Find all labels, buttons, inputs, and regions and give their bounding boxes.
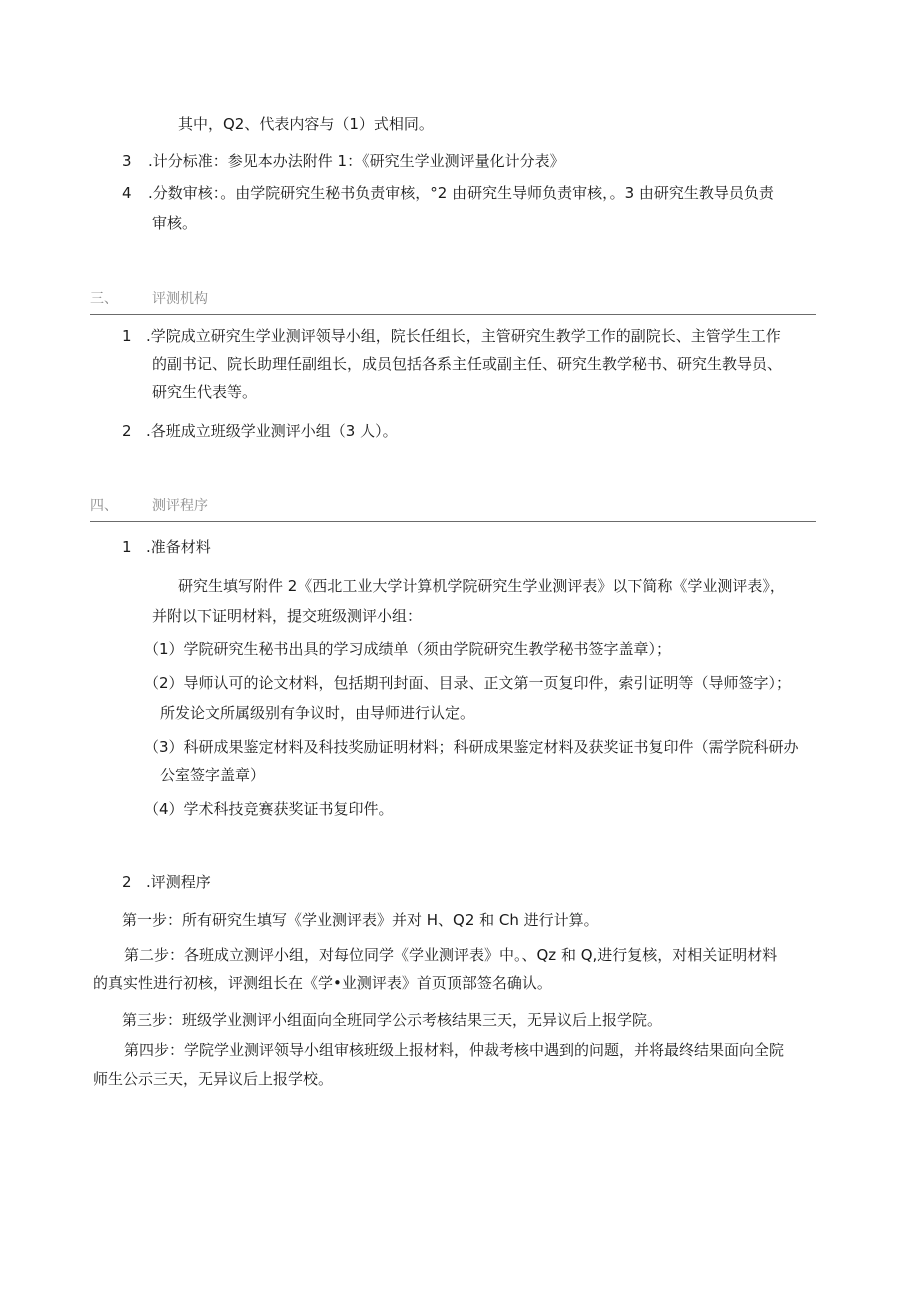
material-item-2: （2）导师认可的论文材料，包括期刊封面、目录、正文第一页复印件，索引证明等（导师签字）； xyxy=(144,674,792,692)
item-number: 2 xyxy=(122,422,132,440)
step-3: 第三步：班级学业测评小组面向全班同学公示考核结果三天，无异议后上报学院。 xyxy=(122,1011,663,1029)
section-title: 测评程序 xyxy=(152,498,208,514)
subsection-prepare-materials xyxy=(122,537,211,557)
subsection-title: .评测程序 xyxy=(146,873,211,891)
section-heading-organization xyxy=(90,288,816,315)
item-number: 2 xyxy=(122,873,132,891)
item-number: 1 xyxy=(122,538,132,556)
section-number: 四、 xyxy=(90,498,118,514)
item-text-continued: 的副书记、院长助理任副组长，成员包括各系主任或副主任、研究生教学秘书、研究生教导员、 xyxy=(152,355,783,373)
material-item-3: （3）科研成果鉴定材料及科技奖励证明材料；科研成果鉴定材料及获奖证书复印件（需学院科研办 xyxy=(144,738,799,756)
list-item-4 xyxy=(122,183,774,203)
item-number: 1 xyxy=(122,327,132,345)
step-4-continued: 师生公示三天，无异议后上报学校。 xyxy=(93,1070,334,1088)
subsection-title: .准备材料 xyxy=(146,538,211,556)
material-item-2-continued: 所发论文所属级别有争议时，由导师进行认定。 xyxy=(160,704,476,722)
paragraph-line: 研究生填写附件 2《西北工业大学计算机学院研究生学业测评表》以下简称《学业测评表》， xyxy=(178,577,785,595)
item-text-continued: 研究生代表等。 xyxy=(152,383,258,401)
item-text: .各班成立班级学业测评小组（3 人）。 xyxy=(146,422,398,440)
item-text: .计分标准：参见本办法附件 1：《研究生学业测评量化计分表》 xyxy=(148,152,565,170)
step-1: 第一步：所有研究生填写《学业测评表》并对 H、Q2 和 Ch 进行计算。 xyxy=(122,911,599,929)
section-title: 评测机构 xyxy=(152,291,208,307)
step-2: 第二步：各班成立测评小组，对每位同学《学业测评表》中。、Qz 和 Q,进行复核，对相关证明材料 xyxy=(124,946,778,964)
paragraph-line: 并附以下证明材料，提交班级测评小组： xyxy=(152,607,423,625)
list-item-1 xyxy=(122,326,781,346)
section-heading-procedure xyxy=(90,495,816,522)
material-item-3-continued: 公室签字盖章） xyxy=(160,766,266,784)
item-text: .学院成立研究生学业测评领导小组，院长任组长，主管研究生教学工作的副院长、主管学生工作 xyxy=(146,327,781,345)
subsection-procedure xyxy=(122,872,211,892)
item-number: 3 xyxy=(122,152,132,170)
step-2-continued: 的真实性进行初核，评测组长在《学•业测评表》首页顶部签名确认。 xyxy=(93,974,552,992)
material-item-1: （1）学院研究生秘书出具的学习成绩单（须由学院研究生教学秘书签字盖章）； xyxy=(144,640,672,658)
list-item-2 xyxy=(122,421,398,441)
section-number: 三、 xyxy=(90,291,118,307)
material-item-4: （4）学术科技竞赛获奖证书复印件。 xyxy=(144,800,394,818)
item-text: .分数审核：。由学院研究生秘书负责审核，°2 由研究生导师负责审核，。3 由研究生教导员负责 xyxy=(148,184,774,202)
item-text-continued: 审核。 xyxy=(152,214,198,232)
list-item-3 xyxy=(122,151,565,171)
formula-note: 其中，Q2、代表内容与（1）式相同。 xyxy=(178,115,434,133)
item-number: 4 xyxy=(122,184,132,202)
step-4: 第四步：学院学业测评领导小组审核班级上报材料，仲裁考核中遇到的问题，并将最终结果面向全院 xyxy=(124,1041,785,1059)
